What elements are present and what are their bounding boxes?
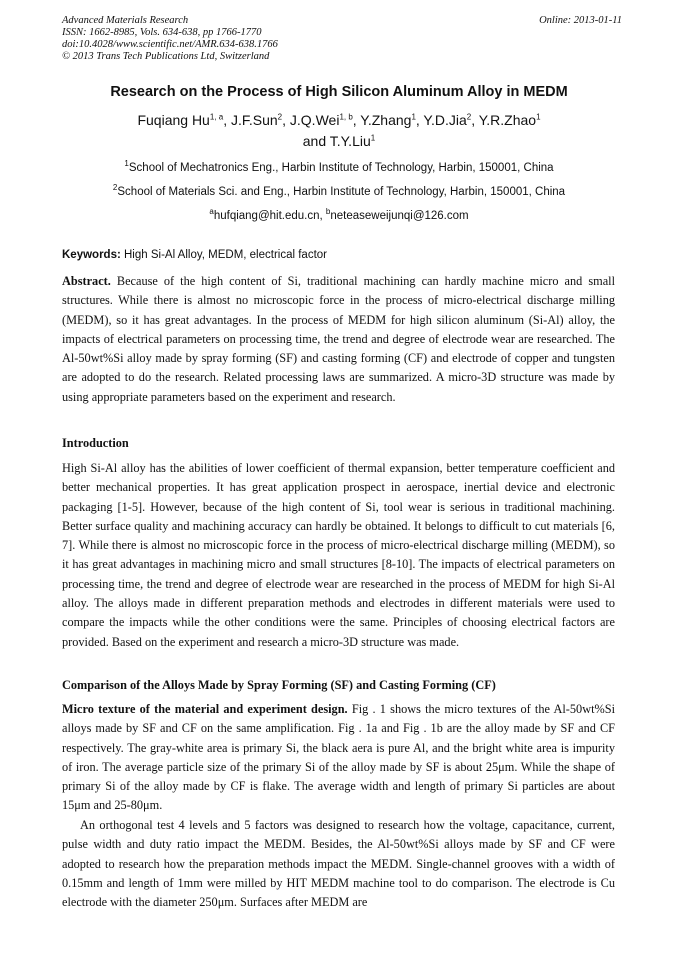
author-affil-mark: 2: [277, 112, 283, 122]
author-affil-mark: 1, b: [339, 112, 353, 122]
email-mark: a: [209, 207, 214, 217]
journal-name: Advanced Materials Research: [62, 15, 189, 26]
author-affil-mark: 1: [370, 133, 376, 143]
abstract-label: Abstract.: [62, 274, 111, 288]
journal-header: [62, 15, 622, 63]
comparison-paragraph-1: [62, 700, 615, 816]
affiliation-2: [40, 183, 638, 198]
introduction-heading: Introduction: [62, 436, 129, 450]
author-affil-mark: 1: [411, 112, 416, 122]
journal-issn: ISSN: 1662-8985, Vols. 634-638, pp 1766-1770: [62, 27, 262, 38]
keywords-label: Keywords:: [62, 249, 121, 261]
author-name: , J.F.Sun: [223, 112, 278, 128]
author-name: , Y.D.Jia: [415, 112, 467, 128]
author-affil-mark: 1: [536, 112, 541, 122]
comparison-paragraph-2: An orthogonal test 4 levels and 5 factors was designed to research how the voltage, capacitance, current, pulse width and duty ratio impact the MEDM. Besides, the Al-50wt%Si alloys made by SF and CF were adopted to research how the preparation methods impact the MEDM. Single-channel grooves with a width of 0.15mm and length of 1mm were milled by HIT MEDM machine tool to do comparison. The electrode is Cu electrode with the diameter 250μm. Surfaces after MEDM are: [62, 818, 615, 910]
author-emails: [40, 207, 638, 222]
author-affil-mark: 2: [466, 112, 472, 122]
author-name: , J.Q.Wei: [282, 112, 340, 128]
author-affil-mark: 1, a: [209, 112, 224, 122]
email-mark: b: [325, 207, 331, 217]
author-list: [60, 110, 618, 152]
author-name: and T.Y.Liu: [302, 133, 371, 149]
author-name: , Y.R.Zhao: [471, 112, 537, 128]
email-b: neteaseweijunqi@126.com: [330, 210, 469, 222]
comparison-heading: Comparison of the Alloys Made by Spray Forming (SF) and Casting Forming (CF): [62, 678, 496, 692]
keywords-text: High Si-Al Alloy, MEDM, electrical factor: [120, 249, 327, 261]
journal-doi: doi:10.4028/www.scientific.net/AMR.634-638.1766: [62, 39, 278, 50]
introduction-paragraph: High Si-Al alloy has the abilities of lower coefficient of thermal expansion, better temperature coefficient and better mechanical properties. It has great application prospect in aerospace, inertial device and electronic packaging [1-5]. However, because of the high content of Si, tool wear is serious in traditional machining. Better surface quality and machining accuracy can hardly be obtained. It belongs to difficult to cut materials [6, 7]. While there is almost no microscopic force in the process of micro-electrical discharge milling (MEDM), so it has great advantages in machining micro and small structures [8-10]. The impacts of electrical parameters on processing time, the trend and degree of electrode wear are researched in the process of MEDM for high Si-Al alloy. The alloys made in different preparation methods and electrodes in different materials were used to compare the impacts while the other conditions were the same. Principles of choosing electrical factors are provided. Based on the experiment and research a micro-3D structure was made.: [62, 461, 615, 649]
email-a: hufqiang@hit.edu.cn,: [213, 210, 326, 222]
abstract-text: Because of the high content of Si, traditional machining can hardly machine micro and small structures. While there is almost no microscopic force in the process of micro-electrical discharge milling (MEDM), so it has great advantages. In the process of MEDM for high silicon aluminum (Si-Al) alloy, the impacts of electrical parameters on processing time, the trend and degree of electrode wear are researched. The Al-50wt%Si alloy made by spray forming (SF) and casting forming (CF) and electrode of copper and tungsten are adopted to do the research. Related processing laws are summarized. A micro-3D structure was made by using appropriate parameters based on the experiment and research.: [62, 274, 615, 404]
paper-title: Research on the Process of High Silicon Aluminum Alloy in MEDM: [110, 84, 568, 100]
subsection-label: Micro texture of the material and experiment design.: [62, 702, 348, 716]
author-name: Fuqiang Hu: [137, 112, 210, 128]
affil-text: School of Mechatronics Eng., Harbin Institute of Technology, Harbin, 150001, China: [128, 162, 554, 174]
keywords-line: [62, 249, 622, 261]
author-name: , Y.Zhang: [352, 112, 412, 128]
abstract-paragraph: [62, 272, 615, 407]
comparison-text-1: Fig . 1 shows the micro textures of the Al-50wt%Si alloys made by SF and CF on the same amplification. Fig . 1a and Fig . 1b are the alloy made by SF and CF respectively. The gray-white area is primary Si, the black aera is pure Al, and the bright white area is impurity of iron. The average particle size of the primary Si of the alloy made by SF is about 25μm. While the shape of primary Si of the alloy made by CF is flake. The average width and length of primary Si particles are about 15μm and 25-80μm.: [62, 702, 615, 813]
affil-mark: 2: [112, 183, 118, 193]
journal-copyright: © 2013 Trans Tech Publications Ltd, Switzerland: [62, 51, 270, 62]
online-date: Online: 2013-01-11: [539, 15, 622, 26]
affil-mark: 1: [124, 159, 129, 169]
affil-text: School of Materials Sci. and Eng., Harbin Institute of Technology, Harbin, 150001, China: [117, 186, 566, 198]
affiliation-1: [40, 159, 638, 174]
